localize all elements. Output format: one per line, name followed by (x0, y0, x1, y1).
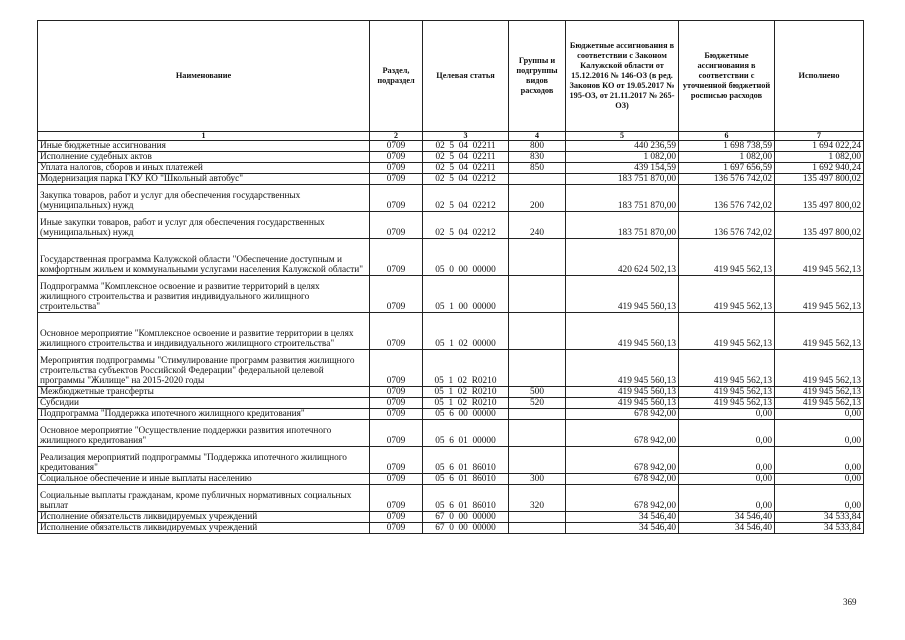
row-group (509, 523, 566, 534)
row-executed-amount: 1 694 022,24 (775, 141, 864, 152)
table-row (38, 163, 864, 174)
row-section: 0709 (370, 420, 423, 447)
row-refined-amount: 136 576 742,02 (679, 174, 775, 185)
table-row (38, 485, 864, 512)
table-row (38, 512, 864, 523)
column-number: 6 (679, 132, 775, 141)
row-executed-amount: 419 945 562,13 (775, 350, 864, 387)
header-section: Раздел, подраздел (370, 21, 423, 132)
row-name: Уплата налогов, сборов и иных платежей (38, 163, 370, 174)
row-law-amount: 678 942,00 (566, 474, 679, 485)
row-target: 05 6 01 86010 (423, 474, 509, 485)
row-refined-amount: 419 945 562,13 (679, 350, 775, 387)
table-row (38, 212, 864, 239)
row-section: 0709 (370, 174, 423, 185)
row-executed-amount: 135 497 800,02 (775, 212, 864, 239)
row-section: 0709 (370, 512, 423, 523)
row-executed-amount: 135 497 800,02 (775, 185, 864, 212)
row-name: Основное мероприятие "Комплексное освоение и развитие территории в целях жилищного строительства и индивидуального жилищного строительства" (38, 313, 370, 350)
header-law: Бюджетные ассигнования в соответствии с Законом Калужской области от 15.12.2016 № 146-ОЗ (в ред. Законов КО от 19.05.2017 № 195-ОЗ, от 21.11.2017 № 265-ОЗ) (566, 21, 679, 132)
row-section: 0709 (370, 276, 423, 313)
row-group (509, 350, 566, 387)
row-group: 520 (509, 398, 566, 409)
row-law-amount: 440 236,59 (566, 141, 679, 152)
header-executed: Исполнено (775, 21, 864, 132)
row-name: Государственная программа Калужской области "Обеспечение доступным и комфортным жильем и коммунальными услугами населения Калужской области" (38, 239, 370, 276)
column-number: 5 (566, 132, 679, 141)
row-refined-amount: 0,00 (679, 447, 775, 474)
row-target: 05 6 01 86010 (423, 447, 509, 474)
row-section: 0709 (370, 523, 423, 534)
row-refined-amount: 1 082,00 (679, 152, 775, 163)
row-section: 0709 (370, 163, 423, 174)
row-name: Социальные выплаты гражданам, кроме публичных нормативных социальных выплат (38, 485, 370, 512)
row-target: 02 5 04 02211 (423, 152, 509, 163)
row-refined-amount: 0,00 (679, 420, 775, 447)
row-executed-amount: 419 945 562,13 (775, 313, 864, 350)
row-name: Субсидии (38, 398, 370, 409)
row-refined-amount: 34 546,40 (679, 512, 775, 523)
row-executed-amount: 0,00 (775, 474, 864, 485)
row-law-amount: 678 942,00 (566, 485, 679, 512)
column-number: 7 (775, 132, 864, 141)
row-group (509, 239, 566, 276)
row-group (509, 174, 566, 185)
row-refined-amount: 136 576 742,02 (679, 185, 775, 212)
row-group (509, 409, 566, 420)
row-target: 67 0 00 00000 (423, 523, 509, 534)
row-refined-amount: 1 697 656,59 (679, 163, 775, 174)
row-group: 800 (509, 141, 566, 152)
table-row (38, 313, 864, 350)
row-name: Подпрограмма "Комплексное освоение и развитие территорий в целях жилищного строительства и развития индивидуального жилищного строительства" (38, 276, 370, 313)
row-refined-amount: 419 945 562,13 (679, 276, 775, 313)
row-target: 02 5 04 02211 (423, 141, 509, 152)
row-section: 0709 (370, 239, 423, 276)
row-section: 0709 (370, 398, 423, 409)
row-target: 02 5 04 02212 (423, 174, 509, 185)
row-section: 0709 (370, 313, 423, 350)
header-target: Целевая статья (423, 21, 509, 132)
row-group: 200 (509, 185, 566, 212)
row-refined-amount: 419 945 562,13 (679, 239, 775, 276)
row-section: 0709 (370, 474, 423, 485)
table-row (38, 141, 864, 152)
row-section: 0709 (370, 387, 423, 398)
row-group (509, 420, 566, 447)
row-section: 0709 (370, 409, 423, 420)
table-row (38, 523, 864, 534)
table-row (38, 474, 864, 485)
row-target: 05 6 00 00000 (423, 409, 509, 420)
table-body (38, 141, 864, 534)
row-name: Основное мероприятие "Осуществление поддержки развития ипотечного жилищного кредитования" (38, 420, 370, 447)
table-row (38, 239, 864, 276)
row-executed-amount: 34 533,84 (775, 523, 864, 534)
table-row (38, 447, 864, 474)
row-target: 05 0 00 00000 (423, 239, 509, 276)
row-group: 240 (509, 212, 566, 239)
row-refined-amount: 0,00 (679, 409, 775, 420)
row-section: 0709 (370, 212, 423, 239)
budget-table (37, 20, 864, 534)
table-row (38, 398, 864, 409)
row-name: Исполнение обязательств ликвидируемых учреждений (38, 523, 370, 534)
row-name: Исполнение обязательств ликвидируемых учреждений (38, 512, 370, 523)
row-target: 05 6 01 86010 (423, 485, 509, 512)
row-law-amount: 678 942,00 (566, 409, 679, 420)
row-refined-amount: 1 698 738,59 (679, 141, 775, 152)
column-number: 2 (370, 132, 423, 141)
header-groups: Группы и подгруппы видов расходов (509, 21, 566, 132)
row-group (509, 313, 566, 350)
row-law-amount: 419 945 560,13 (566, 398, 679, 409)
row-target: 05 6 01 00000 (423, 420, 509, 447)
header-name: Наименование (38, 21, 370, 132)
row-group (509, 512, 566, 523)
row-refined-amount: 0,00 (679, 474, 775, 485)
row-name: Иные закупки товаров, работ и услуг для обеспечения государственных (муниципальных) нужд (38, 212, 370, 239)
row-target: 67 0 00 00000 (423, 512, 509, 523)
row-group: 850 (509, 163, 566, 174)
table-row (38, 387, 864, 398)
column-number: 1 (38, 132, 370, 141)
row-target: 02 5 04 02212 (423, 212, 509, 239)
row-law-amount: 419 945 560,13 (566, 350, 679, 387)
row-law-amount: 1 082,00 (566, 152, 679, 163)
row-law-amount: 678 942,00 (566, 447, 679, 474)
row-executed-amount: 0,00 (775, 485, 864, 512)
table-row (38, 185, 864, 212)
row-section: 0709 (370, 152, 423, 163)
row-law-amount: 439 154,59 (566, 163, 679, 174)
row-target: 02 5 04 02212 (423, 185, 509, 212)
row-executed-amount: 419 945 562,13 (775, 239, 864, 276)
page-number: 369 (843, 597, 857, 607)
row-refined-amount: 419 945 562,13 (679, 387, 775, 398)
column-number: 3 (423, 132, 509, 141)
row-law-amount: 419 945 560,13 (566, 276, 679, 313)
row-executed-amount: 34 533,84 (775, 512, 864, 523)
row-name: Мероприятия подпрограммы "Стимулирование программ развития жилищного строительства субъектов Российской Федерации" федеральной целевой программы "Жилище" на 2015-2020 годы (38, 350, 370, 387)
row-section: 0709 (370, 350, 423, 387)
row-law-amount: 419 945 560,13 (566, 313, 679, 350)
row-refined-amount: 0,00 (679, 485, 775, 512)
row-law-amount: 678 942,00 (566, 420, 679, 447)
row-target: 05 1 02 R0210 (423, 350, 509, 387)
row-refined-amount: 136 576 742,02 (679, 212, 775, 239)
row-group (509, 447, 566, 474)
row-refined-amount: 419 945 562,13 (679, 313, 775, 350)
column-number-row (38, 132, 864, 141)
table-row (38, 174, 864, 185)
row-name: Иные бюджетные ассигнования (38, 141, 370, 152)
row-executed-amount: 0,00 (775, 409, 864, 420)
header-row (38, 21, 864, 132)
table-row (38, 420, 864, 447)
table-row (38, 350, 864, 387)
row-name: Закупка товаров, работ и услуг для обеспечения государственных (муниципальных) нужд (38, 185, 370, 212)
row-name: Межбюджетные трансферты (38, 387, 370, 398)
row-group: 500 (509, 387, 566, 398)
row-refined-amount: 419 945 562,13 (679, 398, 775, 409)
table-row (38, 152, 864, 163)
row-target: 02 5 04 02211 (423, 163, 509, 174)
row-target: 05 1 02 00000 (423, 313, 509, 350)
row-executed-amount: 135 497 800,02 (775, 174, 864, 185)
row-section: 0709 (370, 485, 423, 512)
row-name: Реализация мероприятий подпрограммы "Поддержка ипотечного жилищного кредитования" (38, 447, 370, 474)
row-target: 05 1 02 R0210 (423, 387, 509, 398)
row-group (509, 276, 566, 313)
row-law-amount: 183 751 870,00 (566, 212, 679, 239)
column-number: 4 (509, 132, 566, 141)
row-group: 300 (509, 474, 566, 485)
row-section: 0709 (370, 141, 423, 152)
header-refined: Бюджетные ассигнования в соответствии с уточненной бюджетной росписью расходов (679, 21, 775, 132)
row-executed-amount: 0,00 (775, 420, 864, 447)
row-law-amount: 420 624 502,13 (566, 239, 679, 276)
row-name: Подпрограмма "Поддержка ипотечного жилищного кредитования" (38, 409, 370, 420)
row-executed-amount: 1 082,00 (775, 152, 864, 163)
row-law-amount: 183 751 870,00 (566, 174, 679, 185)
row-executed-amount: 419 945 562,13 (775, 398, 864, 409)
row-executed-amount: 419 945 562,13 (775, 276, 864, 313)
table-row (38, 409, 864, 420)
row-group: 830 (509, 152, 566, 163)
row-executed-amount: 1 692 940,24 (775, 163, 864, 174)
table-row (38, 276, 864, 313)
row-name: Модернизация парка ГКУ КО "Школьный автобус" (38, 174, 370, 185)
row-group: 320 (509, 485, 566, 512)
row-executed-amount: 0,00 (775, 447, 864, 474)
row-law-amount: 419 945 560,13 (566, 387, 679, 398)
row-name: Исполнение судебных актов (38, 152, 370, 163)
row-law-amount: 183 751 870,00 (566, 185, 679, 212)
row-refined-amount: 34 546,40 (679, 523, 775, 534)
row-section: 0709 (370, 447, 423, 474)
row-name: Социальное обеспечение и иные выплаты населению (38, 474, 370, 485)
row-executed-amount: 419 945 562,13 (775, 387, 864, 398)
row-law-amount: 34 546,40 (566, 512, 679, 523)
row-section: 0709 (370, 185, 423, 212)
row-target: 05 1 02 R0210 (423, 398, 509, 409)
row-law-amount: 34 546,40 (566, 523, 679, 534)
row-target: 05 1 00 00000 (423, 276, 509, 313)
